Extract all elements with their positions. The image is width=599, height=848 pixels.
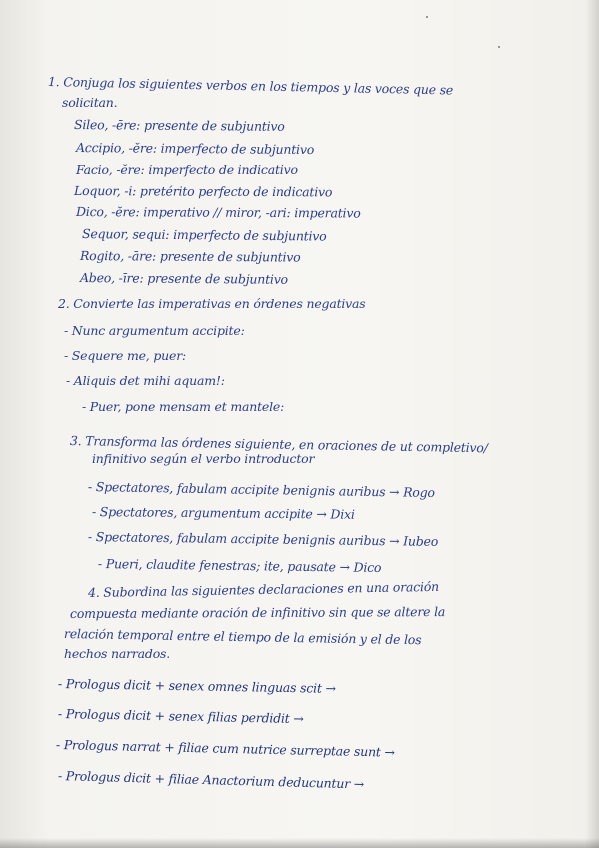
verb-item: Sileo, -ēre: presente de subjuntivo [73, 117, 285, 134]
page-bottom-shadow [0, 838, 599, 848]
verb-item: Abeo, -īre: presente de subjuntivo [79, 270, 288, 287]
sentence-item: - Nunc argumentum accipite: [64, 323, 245, 338]
exercise-4-heading-cont: relación temporal entre el tiempo de la emisión y el de los [63, 626, 422, 648]
exercise-4-heading-cont: compuesta mediante oración de infinitivo sin que se altere la [69, 604, 446, 621]
verb-item: Sequor, sequi: imperfecto de subjuntivo [81, 226, 327, 244]
exercise-1-heading-cont: solicitan. [62, 95, 118, 110]
sentence-item: - Spectatores, fabulam accipite benignis auribus → Rogo [87, 479, 435, 501]
verb-item: Loquor, -i: pretérito perfecto de indicativo [73, 183, 333, 200]
sentence-item: - Aliquis det mihi aquam!: [66, 373, 225, 388]
sentence-item: - Prologus narrat + filiae cum nutrice surreptae sunt → [55, 737, 395, 760]
sentence-item: - Spectatores, fabulam accipite benignis auribus → Iubeo [87, 529, 439, 549]
sentence-item: - Prologus dicit + senex omnes linguas scit → [57, 676, 336, 696]
exercise-4-heading-cont: hechos narrados. [64, 646, 171, 661]
verb-item: Dico, -ĕre: imperativo // miror, -ari: imperativo [75, 204, 361, 221]
paper-speck [498, 46, 500, 48]
sentence-item: - Prologus dicit + senex filias perdidit → [57, 706, 304, 727]
exercise-4-heading: 4. Subordina las siguientes declaraciones en una oración [87, 578, 440, 600]
exercise-1-heading: 1. Conjuga los siguientes verbos en los tiempos y las voces que se [47, 74, 454, 98]
verb-item: Facio, -ĕre: imperfecto de indicativo [76, 162, 298, 177]
exercise-3-heading-cont: infinitivo según el verbo introductor [92, 451, 315, 466]
sentence-item: - Pueri, claudite fenestras; ite, pausate → Dico [97, 556, 382, 575]
sentence-item: - Spectatores, argumentum accipite → Dixi [91, 504, 355, 522]
sentence-item: - Puer, pone mensam et mantele: [82, 399, 285, 414]
verb-item: Accipio, -ĕre: imperfecto de subjuntivo [75, 140, 315, 158]
paper-speck [426, 16, 428, 18]
sentence-item: - Sequere me, puer: [64, 348, 186, 363]
exercise-3-heading: 3. Transforma las órdenes siguiente, en oraciones de ut completivo/ [69, 433, 488, 456]
page-edge-shadow [585, 0, 599, 848]
sentence-item: - Prologus dicit + filiae Anactorium deducuntur → [57, 768, 365, 792]
exercise-2-heading: 2. Convierte las imperativas en órdenes negativas [58, 296, 366, 311]
verb-item: Rogito, -āre: presente de subjuntivo [79, 248, 301, 265]
